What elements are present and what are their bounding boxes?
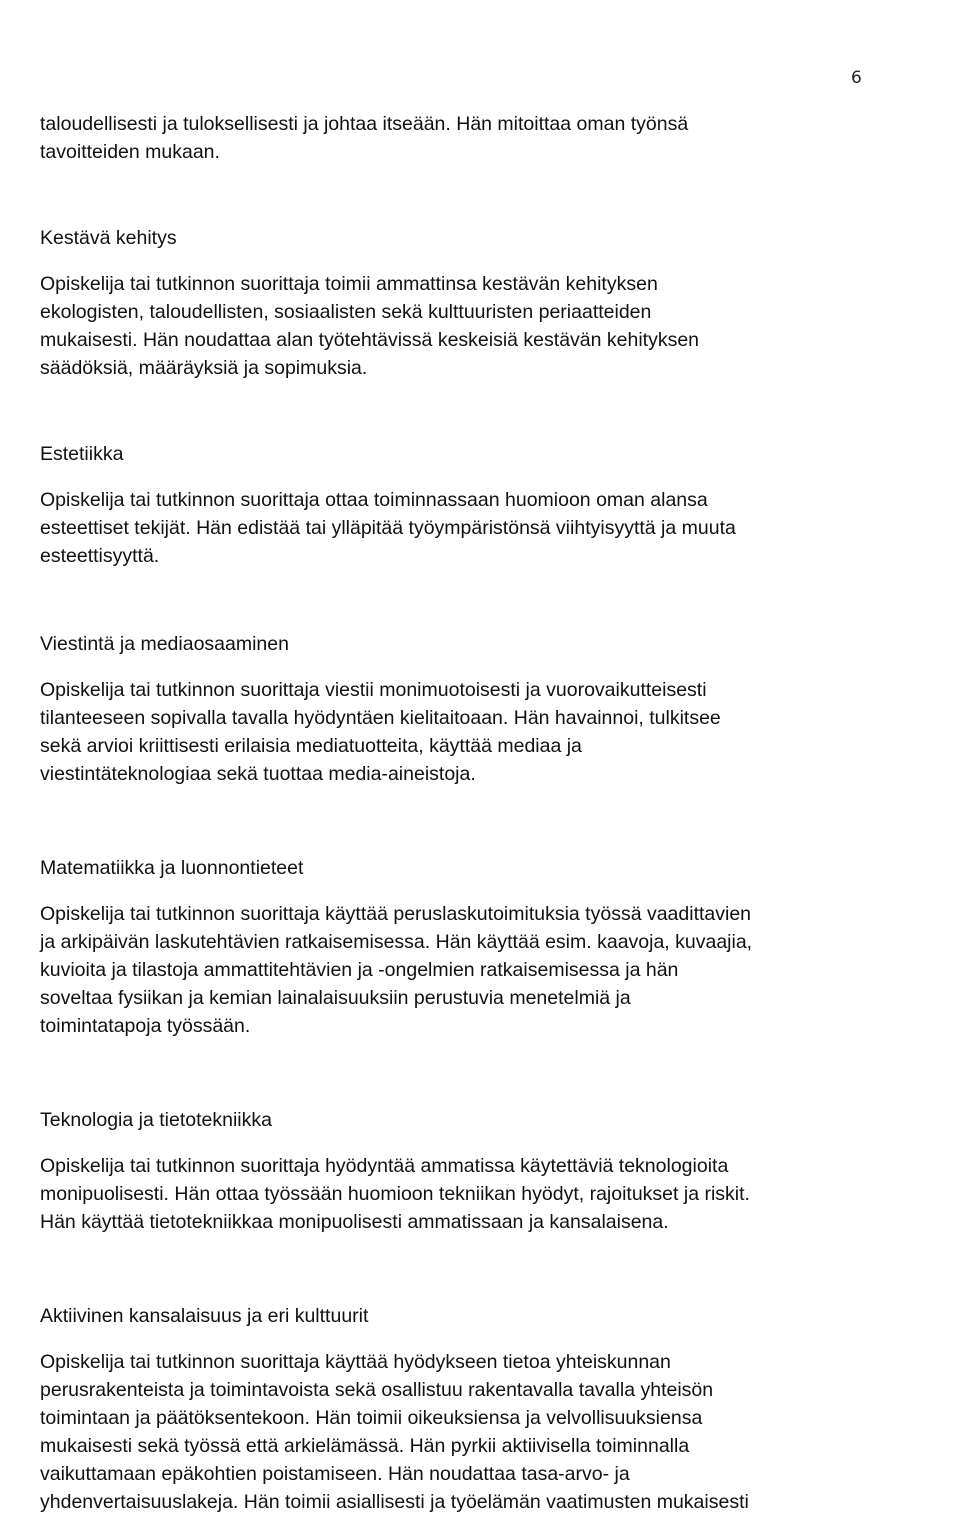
section-viestinta-ja-mediaosaaminen <box>40 630 920 788</box>
text-line: säädöksiä, määräyksiä ja sopimuksia. <box>40 357 368 379</box>
text-line: vaikuttamaan epäkohtien poistamiseen. Hän noudattaa tasa-arvo- ja <box>40 1463 630 1485</box>
text-line: toimintaan ja päätöksentekoon. Hän toimii oikeuksiensa ja velvollisuuksiensa <box>40 1407 703 1429</box>
text-line: sekä arvioi kriittisesti erilaisia mediatuotteita, käyttää mediaa ja <box>40 735 582 757</box>
section-heading: Matematiikka ja luonnontieteet <box>40 857 304 879</box>
text-line: ekologisten, taloudellisten, sosiaalisten sekä kulttuuristen periaatteiden <box>40 301 652 323</box>
text-line: esteettiset tekijät. Hän edistää tai ylläpitää työympäristönsä viihtyisyyttä ja muuta <box>40 517 736 539</box>
text-line: Opiskelija tai tutkinnon suorittaja käyttää peruslaskutoimituksia työssä vaadittavien <box>40 903 752 925</box>
section-matematiikka-ja-luonnontieteet <box>40 854 920 1040</box>
section-heading: Teknologia ja tietotekniikka <box>40 1109 272 1131</box>
text-line: monipuolisesti. Hän ottaa työssään huomioon tekniikan hyödyt, rajoitukset ja riskit. <box>40 1183 750 1205</box>
text-line: Opiskelija tai tutkinnon suorittaja käyttää hyödykseen tietoa yhteiskunnan <box>40 1351 671 1373</box>
text-line: Hän käyttää tietotekniikkaa monipuolisesti ammatissaan ja kansalaisena. <box>40 1211 669 1233</box>
text-line: tilanteeseen sopivalla tavalla hyödyntäen kielitaitoaan. Hän havainnoi, tulkitsee <box>40 707 721 729</box>
intro-paragraph <box>40 110 920 166</box>
document-body <box>40 110 920 1516</box>
text-line: viestintäteknologiaa sekä tuottaa media-aineistoja. <box>40 763 476 785</box>
section-heading: Estetiikka <box>40 443 124 465</box>
text-line: Opiskelija tai tutkinnon suorittaja ottaa toiminnassaan huomioon oman alansa <box>40 489 708 511</box>
text-line: ja arkipäivän laskutehtävien ratkaisemisessa. Hän käyttää esim. kaavoja, kuvaajia, <box>40 931 753 953</box>
text-line: kuvioita ja tilastoja ammattitehtävien ja -ongelmien ratkaisemisessa ja hän <box>40 959 679 981</box>
text-line: tavoitteiden mukaan. <box>40 141 220 163</box>
text-line: mukaisesti. Hän noudattaa alan työtehtävissä keskeisiä kestävän kehityksen <box>40 329 700 351</box>
text-line: toimintatapoja työssään. <box>40 1015 251 1037</box>
section-heading: Viestintä ja mediaosaaminen <box>40 633 289 655</box>
text-line: Opiskelija tai tutkinnon suorittaja hyödyntää ammatissa käytettäviä teknologioita <box>40 1155 729 1177</box>
section-heading: Aktiivinen kansalaisuus ja eri kulttuurit <box>40 1305 369 1327</box>
text-line: yhdenvertaisuuslakeja. Hän toimii asiallisesti ja työelämän vaatimusten mukaisesti <box>40 1491 749 1513</box>
section-kestava-kehitys <box>40 224 920 382</box>
page-number: 6 <box>851 68 862 88</box>
text-line: Opiskelija tai tutkinnon suorittaja toimii ammattinsa kestävän kehityksen <box>40 273 658 295</box>
text-line: mukaisesti sekä työssä että arkielämässä. Hän pyrkii aktiivisella toiminnalla <box>40 1435 690 1457</box>
text-line: perusrakenteista ja toimintavoista sekä osallistuu rakentavalla tavalla yhteisön <box>40 1379 714 1401</box>
section-aktiivinen-kansalaisuus-ja-eri-kulttuurit <box>40 1302 920 1516</box>
text-line: Opiskelija tai tutkinnon suorittaja viestii monimuotoisesti ja vuorovaikutteisesti <box>40 679 707 701</box>
section-heading: Kestävä kehitys <box>40 227 177 249</box>
text-line: esteettisyyttä. <box>40 545 160 567</box>
section-estetiikka <box>40 440 920 570</box>
text-line: soveltaa fysiikan ja kemian lainalaisuuksiin perustuvia menetelmiä ja <box>40 987 631 1009</box>
text-line: taloudellisesti ja tuloksellisesti ja johtaa itseään. Hän mitoittaa oman työnsä <box>40 113 689 135</box>
section-teknologia-ja-tietotekniikka <box>40 1106 920 1236</box>
